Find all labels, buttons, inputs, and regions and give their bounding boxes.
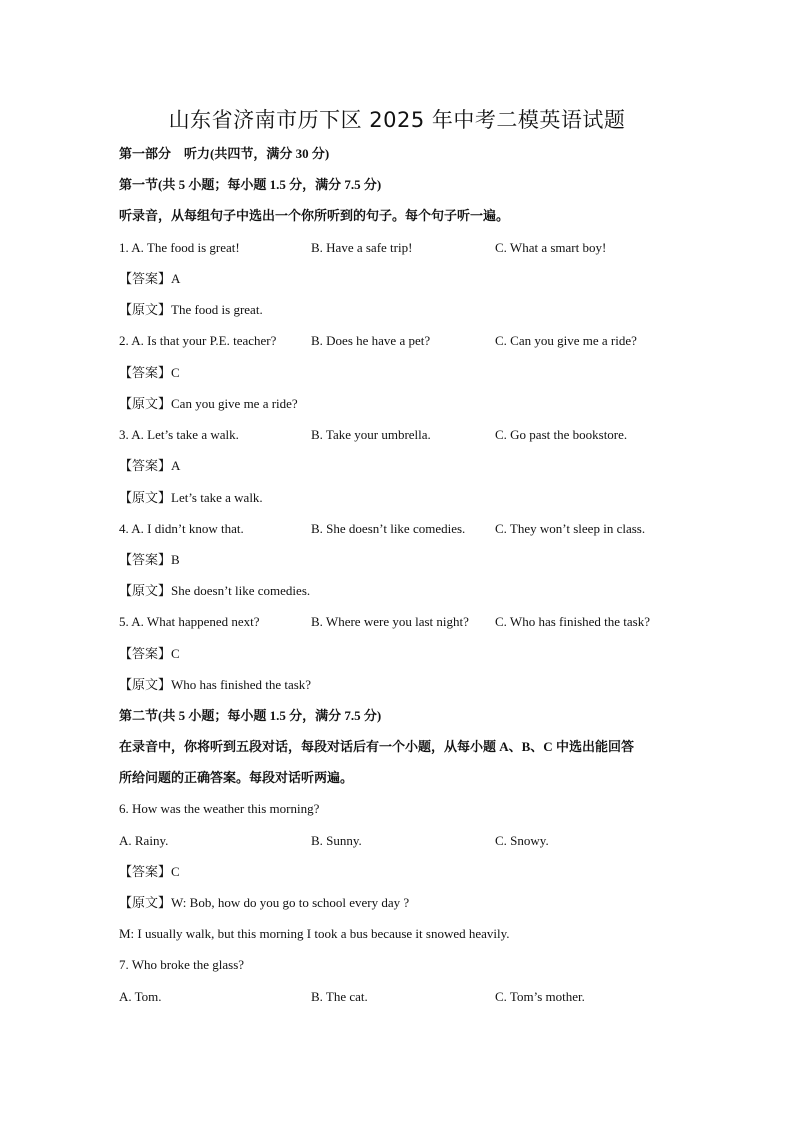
option-a: 3. A. Let’s take a walk. (119, 427, 239, 442)
question-6-options (119, 833, 679, 849)
question-7-options (119, 989, 679, 1005)
answer-5: 【答案】C (119, 646, 180, 661)
option-b: B. She doesn’t like comedies. (311, 521, 466, 536)
section1-instruction: 听录音，从每组句子中选出一个你所听到的句子。每个句子听一遍。 (119, 208, 510, 223)
option-b: B. Take your umbrella. (311, 427, 431, 442)
option-c: C. Can you give me a ride? (495, 333, 637, 348)
option-c: C. Snowy. (495, 833, 549, 848)
option-c: C. What a smart boy! (495, 240, 607, 255)
page-title: 山东省济南市历下区 2025 年中考二模英语试题 (168, 108, 626, 132)
option-b: B. The cat. (311, 989, 368, 1004)
question-7: 7. Who broke the glass? (119, 957, 245, 972)
answer-2: 【答案】C (119, 365, 180, 380)
section2-instruction-line2: 所给问题的正确答案。每段对话听两遍。 (119, 770, 354, 785)
option-b: B. Sunny. (311, 833, 362, 848)
option-a: 5. A. What happened next? (119, 614, 260, 629)
option-c: C. They won’t sleep in class. (495, 521, 646, 536)
original-4: 【原文】She doesn’t like comedies. (119, 583, 311, 598)
option-a: 2. A. Is that your P.E. teacher? (119, 333, 277, 348)
section2-instruction-line1: 在录音中，你将听到五段对话，每段对话后有一个小题，从每小题 A、B、C 中选出能回答 (119, 739, 634, 754)
option-a: A. Rainy. (119, 833, 169, 848)
dialog-6-line2: M: I usually walk, but this morning I took a bus because it snowed heavily. (119, 926, 510, 941)
option-b: B. Have a safe trip! (311, 240, 413, 255)
question-2-options (119, 333, 679, 349)
question-3-options (119, 427, 679, 443)
original-1: 【原文】The food is great. (119, 302, 263, 317)
original-6: 【原文】W: Bob, how do you go to school every day ? (119, 895, 410, 910)
option-b: B. Where were you last night? (311, 614, 469, 629)
section1-heading: 第一节(共 5 小题；每小题 1.5 分，满分 7.5 分) (119, 177, 382, 192)
question-1-options (119, 240, 679, 256)
option-c: C. Tom’s mother. (495, 989, 585, 1004)
original-3: 【原文】Let’s take a walk. (119, 490, 263, 505)
option-a: 1. A. The food is great! (119, 240, 240, 255)
original-5: 【原文】Who has finished the task? (119, 677, 312, 692)
answer-6: 【答案】C (119, 864, 180, 879)
option-a: 4. A. I didn’t know that. (119, 521, 244, 536)
part-heading: 第一部分 听力(共四节，满分 30 分) (119, 146, 330, 161)
option-a: A. Tom. (119, 989, 162, 1004)
original-2: 【原文】Can you give me a ride? (119, 396, 298, 411)
option-b: B. Does he have a pet? (311, 333, 431, 348)
answer-3: 【答案】A (119, 458, 181, 473)
answer-4: 【答案】B (119, 552, 180, 567)
question-6: 6. How was the weather this morning? (119, 801, 320, 816)
answer-1: 【答案】A (119, 271, 181, 286)
option-c: C. Who has finished the task? (495, 614, 651, 629)
section2-heading: 第二节(共 5 小题；每小题 1.5 分，满分 7.5 分) (119, 708, 382, 723)
option-c: C. Go past the bookstore. (495, 427, 628, 442)
question-4-options (119, 521, 679, 537)
question-5-options (119, 614, 679, 630)
